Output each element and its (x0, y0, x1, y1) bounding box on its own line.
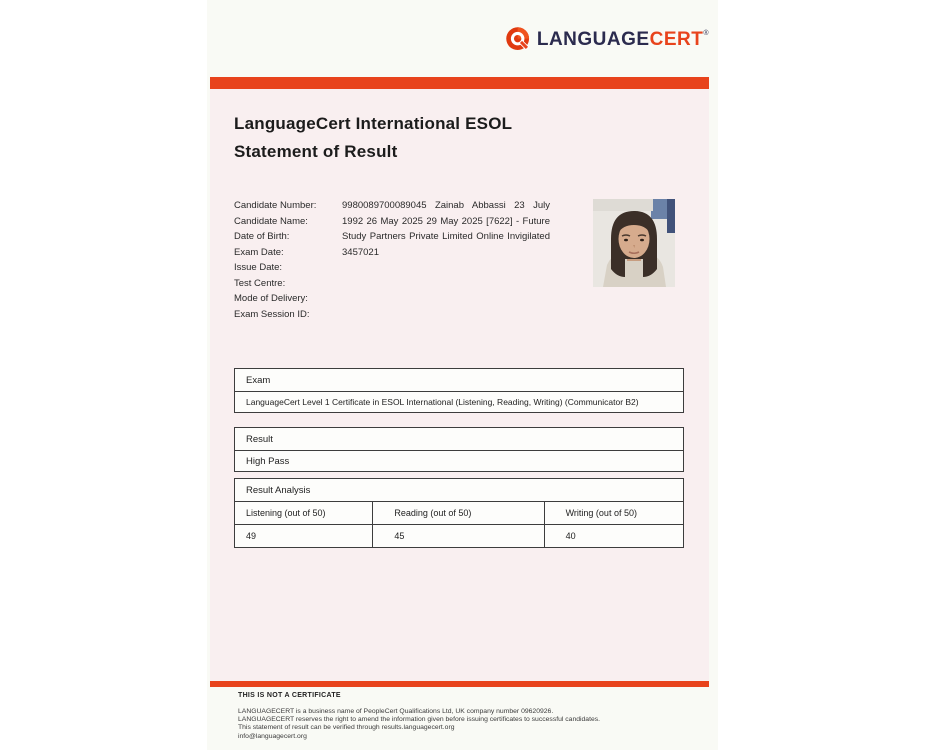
footer-legal-text (238, 708, 718, 741)
document-body (210, 89, 709, 681)
label-candidate-name: Candidate Name: (234, 215, 308, 227)
result-analysis-column-headers (235, 502, 683, 525)
not-a-certificate-notice: THIS IS NOT A CERTIFICATE (238, 692, 341, 699)
result-table-header: Result (235, 428, 683, 451)
candidate-photo (593, 199, 675, 287)
score-reading: 45 (372, 525, 543, 547)
trademark-symbol: ® (703, 29, 709, 37)
logo-word-language: LANGUAGE (536, 28, 650, 50)
label-issue-date: Issue Date: (234, 262, 283, 273)
score-writing: 40 (544, 525, 683, 547)
result-table (234, 427, 684, 472)
footer-line-verification: This statement of result can be verified through results.languagecert.org (238, 724, 455, 732)
footer-line-email: info@languagecert.org (238, 732, 307, 740)
label-candidate-number: Candidate Number: (234, 200, 317, 211)
exam-table-header: Exam (235, 369, 683, 392)
accent-bar-top (210, 77, 709, 89)
page-title (234, 110, 512, 166)
exam-table-value: LanguageCert Level 1 Certificate in ESOL International (Listening, Reading, Writing) (Communicator B2) (246, 397, 639, 407)
page-title-line1: LanguageCert International ESOL (234, 114, 513, 133)
label-test-centre: Test Centre: (234, 277, 286, 289)
score-listening: 49 (246, 531, 257, 541)
logo-word-cert: CERT (649, 28, 704, 50)
languagecert-q-icon (505, 26, 532, 53)
statement-document (207, 0, 718, 750)
label-date-of-birth: Date of Birth: (234, 231, 290, 242)
result-analysis-scores (235, 525, 683, 547)
candidate-values-text: 9980089700089045 Zainab Abbassi 23 July 1992 26 May 2025 29 May 2025 [7622] - Future Study Partners Private Limited Online Invigilated 3457021 (342, 200, 550, 258)
label-mode-of-delivery: Mode of Delivery: (234, 293, 308, 304)
page-title-line2: Statement of Result (234, 142, 398, 161)
footer-line-rights: LANGUAGECERT reserves the right to amend the information given before issuing certificates to successful candidates. (238, 716, 601, 724)
languagecert-logo (505, 26, 709, 53)
column-writing: Writing (out of 50) (544, 502, 683, 524)
result-analysis-header: Result Analysis (235, 479, 683, 502)
label-exam-session-id: Exam Session ID: (234, 308, 310, 320)
exam-table (234, 368, 684, 413)
document-header (207, 0, 718, 77)
result-table-value: High Pass (246, 455, 290, 467)
footer-line-business-name: LANGUAGECERT is a business name of PeopleCert Qualifications Ltd, UK company number 09620926. (238, 708, 554, 715)
document-footer (207, 687, 718, 741)
column-reading: Reading (out of 50) (372, 502, 543, 524)
column-listening: Listening (out of 50) (246, 508, 326, 518)
candidate-field-labels (234, 198, 342, 322)
label-exam-date: Exam Date: (234, 246, 284, 258)
logo-wordmark (537, 29, 709, 51)
candidate-details (234, 198, 564, 322)
result-analysis-table (234, 478, 684, 548)
